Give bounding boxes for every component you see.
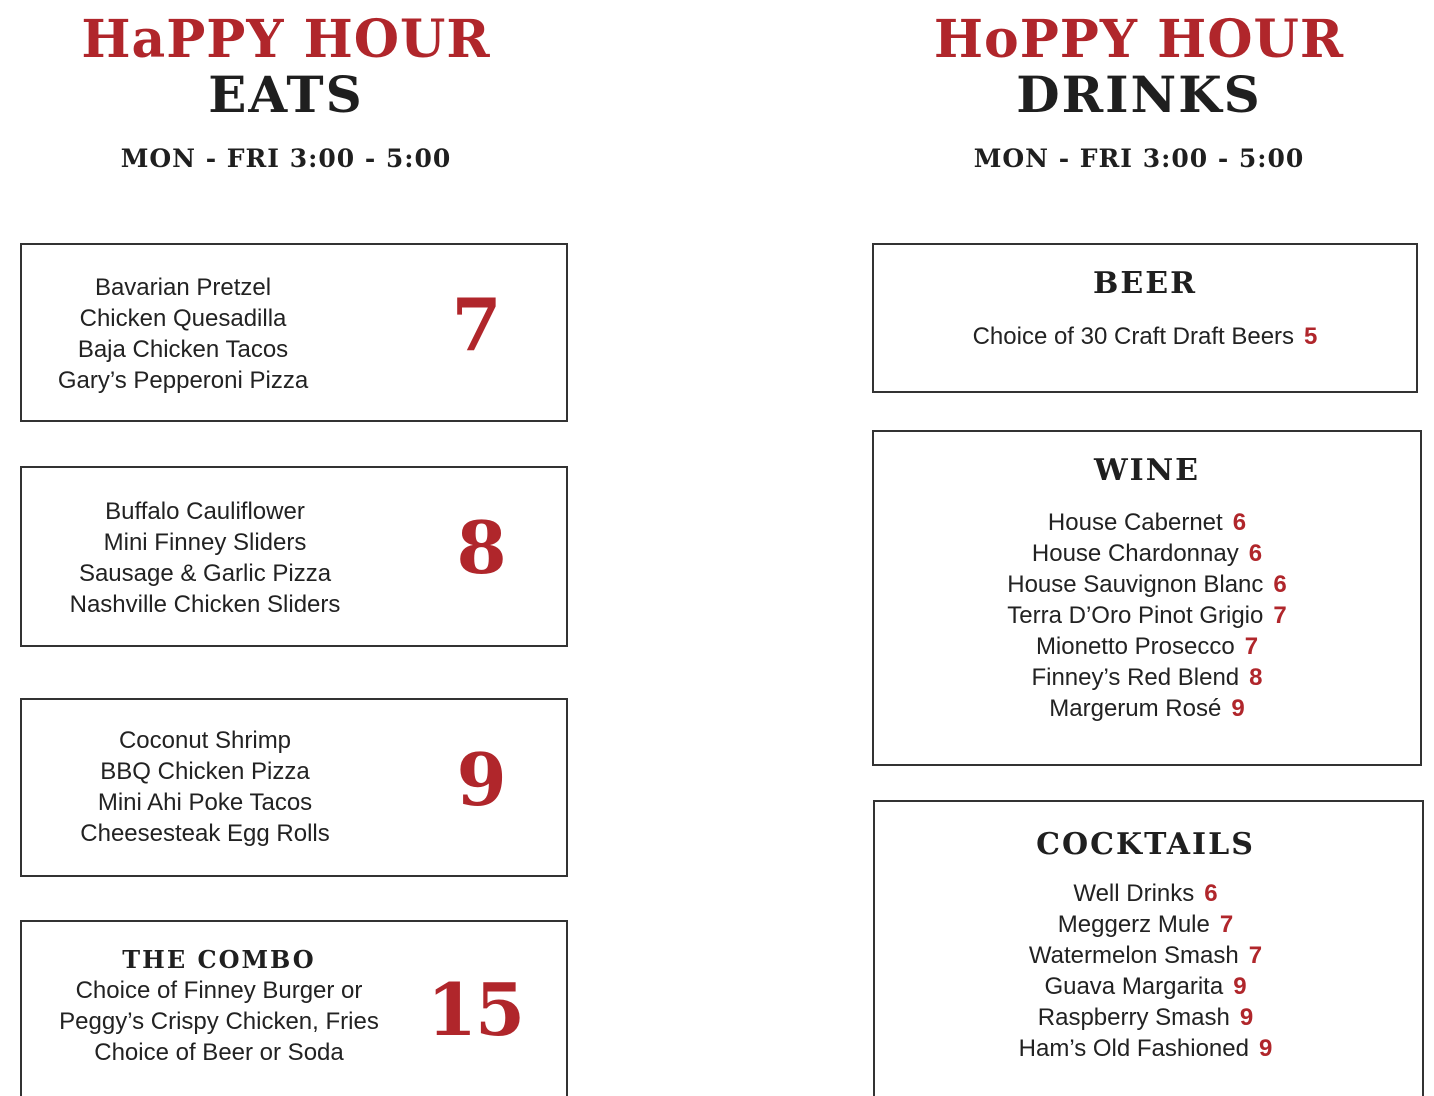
list-item — [874, 507, 1420, 538]
cocktails-box — [873, 800, 1424, 1096]
list-item: Choice of Finney Burger or — [75, 977, 363, 1004]
list-item — [875, 971, 1416, 1002]
list-item — [875, 878, 1416, 909]
drink-name: Raspberry Smash — [1037, 1004, 1230, 1031]
drink-price: 7 — [1273, 602, 1287, 629]
drink-name: House Chardonnay — [1031, 540, 1239, 567]
drink-name: Terra D’Oro Pinot Grigio — [1007, 602, 1264, 629]
eats-items-list — [22, 272, 344, 396]
drink-price: 7 — [1219, 911, 1234, 938]
list-item: Coconut Shrimp — [118, 727, 292, 754]
list-item — [875, 940, 1416, 971]
cocktails-list — [875, 878, 1416, 1064]
drink-price: 9 — [1231, 695, 1245, 722]
eats-box-8 — [20, 466, 568, 647]
list-item — [874, 569, 1420, 600]
combo-price: 15 — [426, 967, 524, 1052]
eats-items-list — [40, 725, 370, 849]
list-item: Sausage & Garlic Pizza — [78, 560, 332, 587]
drink-name: Choice of 30 Craft Draft Beers — [972, 323, 1295, 350]
eats-header-title: HaPPY HOUR — [81, 9, 491, 70]
beer-title: BEER — [1092, 266, 1198, 301]
list-item — [875, 909, 1416, 940]
list-item: Bavarian Pretzel — [94, 274, 272, 301]
drink-price: 6 — [1248, 540, 1263, 567]
list-item: Mini Finney Sliders — [103, 529, 307, 556]
drink-name: Mionetto Prosecco — [1035, 633, 1235, 660]
drink-price: 6 — [1232, 509, 1247, 536]
list-item — [874, 693, 1420, 724]
eats-items-list — [40, 496, 370, 620]
eats-header — [0, 9, 572, 173]
drinks-header-hours: MON - FRI 3:00 - 5:00 — [973, 144, 1305, 173]
combo-box — [20, 920, 568, 1096]
list-item: Peggy’s Crispy Chicken, Fries — [59, 1008, 379, 1035]
drink-price: 9 — [1233, 973, 1247, 1000]
list-item — [874, 600, 1420, 631]
wine-box — [872, 430, 1422, 766]
drinks-header — [858, 9, 1420, 173]
drinks-header-title: HoPPY HOUR — [933, 9, 1345, 70]
wine-title: WINE — [1093, 453, 1200, 488]
beer-box — [872, 243, 1418, 393]
drink-price: 6 — [1204, 880, 1218, 907]
eats-header-hours: MON - FRI 3:00 - 5:00 — [120, 144, 452, 173]
drink-name: Margerum Rosé — [1049, 695, 1222, 722]
list-item: Choice of Beer or Soda — [94, 1039, 344, 1066]
combo-list — [36, 944, 402, 1068]
drink-price: 7 — [1248, 942, 1263, 969]
eats-price: 9 — [456, 737, 508, 822]
list-item: Chicken Quesadilla — [79, 305, 287, 332]
list-item — [874, 321, 1416, 352]
list-item: Mini Ahi Poke Tacos — [97, 789, 313, 816]
list-item: Buffalo Cauliflower — [105, 498, 305, 525]
drink-name: House Cabernet — [1047, 509, 1223, 536]
drink-price: 8 — [1249, 664, 1263, 691]
list-item: Gary’s Pepperoni Pizza — [57, 367, 309, 394]
eats-box-7 — [20, 243, 568, 422]
list-item: Nashville Chicken Sliders — [69, 591, 341, 618]
combo-title: THE COMBO — [122, 945, 316, 974]
list-item — [874, 662, 1420, 693]
drink-name: Finney’s Red Blend — [1031, 664, 1240, 691]
drinks-header-subtitle: DRINKS — [1016, 65, 1262, 124]
wine-list — [874, 507, 1420, 724]
drink-name: Watermelon Smash — [1028, 942, 1239, 969]
drink-name: House Sauvignon Blanc — [1007, 571, 1264, 598]
drink-name: Meggerz Mule — [1057, 911, 1210, 938]
list-item — [874, 631, 1420, 662]
beer-list — [874, 321, 1416, 352]
drink-price: 5 — [1304, 323, 1318, 350]
list-item — [874, 538, 1420, 569]
cocktails-title: COCKTAILS — [1036, 827, 1255, 862]
eats-header-subtitle: EATS — [208, 65, 364, 124]
eats-price: 8 — [456, 505, 508, 590]
list-item — [875, 1002, 1416, 1033]
drink-price: 9 — [1258, 1035, 1273, 1062]
eats-price: 7 — [451, 282, 503, 367]
eats-box-9 — [20, 698, 568, 877]
drink-name: Ham’s Old Fashioned — [1018, 1035, 1249, 1062]
list-item: Cheesesteak Egg Rolls — [80, 820, 330, 847]
list-item: Baja Chicken Tacos — [77, 336, 289, 363]
drink-name: Well Drinks — [1073, 880, 1195, 907]
drink-price: 6 — [1273, 571, 1287, 598]
drink-price: 7 — [1244, 633, 1259, 660]
drink-name: Guava Margarita — [1044, 973, 1224, 1000]
list-item: BBQ Chicken Pizza — [100, 758, 310, 785]
drink-price: 9 — [1239, 1004, 1254, 1031]
list-item — [875, 1033, 1416, 1064]
